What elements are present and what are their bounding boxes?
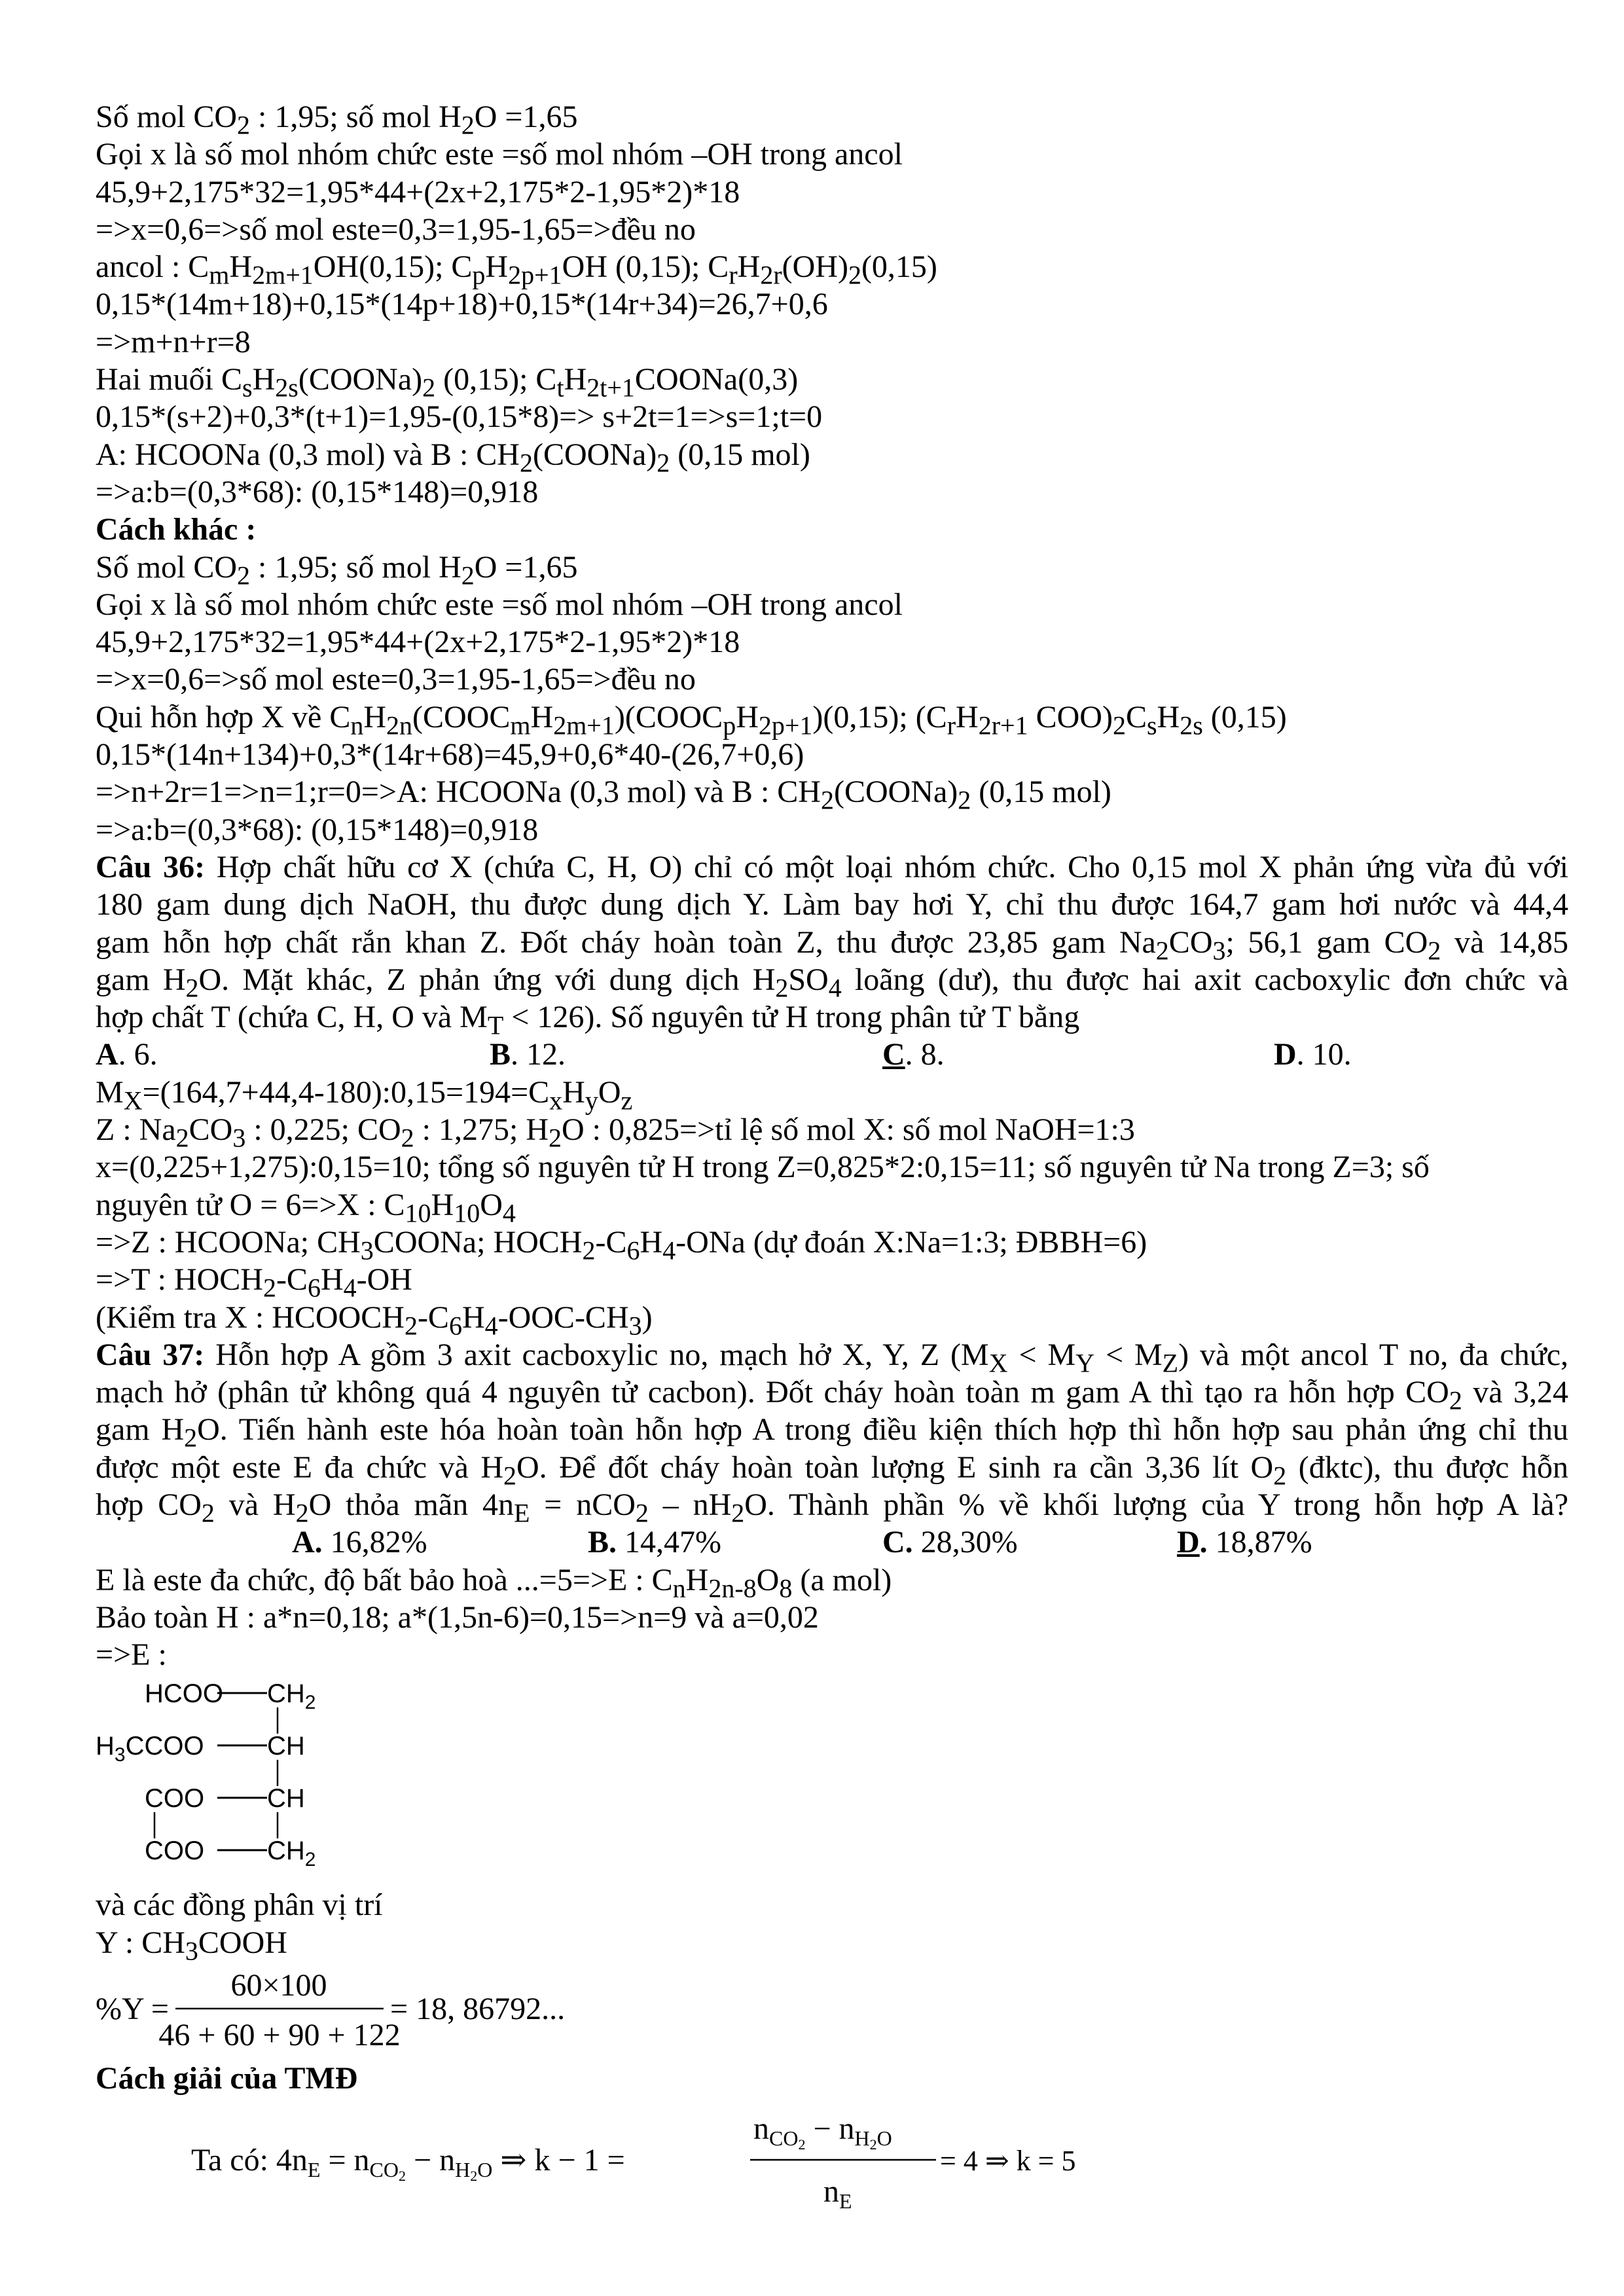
answer-options (96, 1036, 1568, 1073)
text-line: A: HCOONa (0,3 mol) và B : $CH_2(COONa)_2$ (0,15 mol) (96, 437, 810, 478)
tmd-equation (96, 2097, 1568, 2221)
struct-r4-right: $CH_2$ (267, 1836, 316, 1871)
formula-denominator: 46 + 60 + 90 + 122 (158, 2018, 401, 2053)
equation-line: 0,15*(s+2)+0,3*(t+1)=1,95-(0,15*8)=> s+2t=1=>s=1;t=0 (96, 399, 823, 435)
solution-line: và các đồng phân vị trí (96, 1887, 383, 1923)
tmd-lhs: Ta có: $4n_E = n_{CO}2 - n_H2O$ ⇒ k − 1 = (191, 2143, 625, 2185)
struct-r4-left: COO (145, 1836, 205, 1866)
struct-r3-right: CH (267, 1784, 305, 1813)
text-line: Hai muối $C_sH_{2s}(COONa)_2$ (0,15); $C_tH_{2t+1}COONa(0,3)$ (96, 362, 799, 403)
answer-options (96, 1523, 1568, 1561)
equation-line: 0,15*(14m+18)+0,15*(14p+18)+0,15*(14r+34)=26,7+0,6 (96, 287, 828, 322)
option-c[interactable]: C. 28,30% (882, 1525, 1018, 1560)
text-line: =>a:b=(0,3*68): (0,15*148)=0,918 (96, 474, 539, 509)
question-37-text: mạch hở (phân tử không quá 4 nguyên tử cacbon). Đốt cháy hoàn toàn m gam A thì tạo ra hỗn hợp $CO_2$ và 3,24 (96, 1375, 1569, 1415)
struct-r3-left: COO (145, 1784, 205, 1813)
text-line: Gọi x là số mol nhóm chức este =số mol nhóm –OH trong ancol (96, 587, 903, 622)
tmd-equation-svg (96, 2097, 1076, 2221)
question-36-text: gam hỗn hợp chất rắn khan Z. Đốt cháy hoàn toàn Z, thu được 23,85 gam $Na_2CO_3$; 56,1 gam $CO_2$ và 14,85 (96, 924, 1569, 966)
solution-line: x=(0,225+1,275):0,15=10; tổng số nguyên tử H trong Z=0,825*2:0,15=11; số nguyên tử Na trong Z=3; số (96, 1150, 1430, 1185)
option-d[interactable]: D. 18,87% (1177, 1525, 1312, 1560)
equation-line: 45,9+2,175*32=1,95*44+(2x+2,175*2-1,95*2)*18 (96, 625, 740, 660)
text-line: Gọi x là số mol nhóm chức este =số mol nhóm –OH trong ancol (96, 137, 903, 172)
question-36-text: gam $H_2O$. Mặt khác, Z phản ứng với dung dịch $H_2SO_4$ loãng (dư), thu được hai axit cacboxylic đơn chức và (96, 962, 1568, 1003)
question-37-text: hợp $CO_2$ và $H_2O$ thỏa mãn $4n_E = nCO_2 - nH_2O$. Thành phần % về khối lượng của Y trong hỗn hợp A là? (96, 1487, 1569, 1528)
text-line: =>a:b=(0,3*68): (0,15*148)=0,918 (96, 812, 539, 847)
solution-line: nguyên tử O = 6=>X : $C_{10}H_{10}O_4$ (96, 1187, 516, 1228)
solution-line: Y : $CH_3COOH$ (96, 1925, 287, 1966)
struct-r2-right: CH (267, 1732, 305, 1761)
section-heading: Cách khác : (96, 512, 257, 547)
text-line: Qui hỗn hợp X về $C_nH_{2n}(COOC_mH_{2m+1})(COOC_pH_{2p+1})(0,15)$; ($C_rH_{2r+1}$ $COO)_2C_sH_{2s}$ (0,15) (96, 699, 1287, 740)
question-37-text: Câu 37: Hỗn hợp A gồm 3 axit cacboxylic no, mạch hở X, Y, Z $(M_X < M_Y < M_Z)$ và một ancol T no, đa chức, (96, 1337, 1569, 1378)
option-a[interactable]: A. 6. (96, 1037, 158, 1072)
text-line: =>n+2r=1=>n=1;r=0=>A: HCOONa (0,3 mol) và B : $CH_2(COONa)_2$ (0,15 mol) (96, 774, 1111, 815)
question-36-text: hợp chất T (chứa C, H, O và $M_T < 126$). Số nguyên tử H trong phân tử T bằng (96, 1000, 1080, 1040)
text-line: ancol : $C_mH_{2m+1}OH(0,15)$; $C_pH_{2p+1}OH$ (0,15); $C_rH_{2r}(OH)_2(0,15)$ (96, 249, 937, 290)
struct-r2-left: $H_3CCOO$ (96, 1732, 204, 1766)
solution-line: (Kiểm tra X : $HCOOCH_2-C_6H_4-OOC-CH_3$) (96, 1300, 653, 1341)
percent-formula-svg (96, 1961, 619, 2060)
solution-line: Bảo toàn H : a*n=0,18; a*(1,5n-6)=0,15=>n=9 và a=0,02 (96, 1599, 819, 1635)
option-b[interactable]: B. 14,47% (588, 1525, 721, 1560)
question-37-text: gam $H_2O$. Tiến hành este hóa hoàn toàn hỗn hợp A trong điều kiện thích hợp thì hỗn hợp sau phản ứng chỉ thu (96, 1412, 1568, 1453)
option-d[interactable]: D. 10. (1274, 1037, 1352, 1072)
formula-lhs: %Y = (96, 1992, 169, 2027)
tmd-frac-den: $n_E$ (823, 2174, 852, 2214)
ester-structure-diagram (96, 1673, 423, 1886)
solution-line: =>T : $HOCH_2-C_6H_4-OH$ (96, 1262, 412, 1303)
text-line: Số mol $CO_2$ : 1,95; số mol $H_2O =1,65$ (96, 100, 578, 140)
document-page (96, 98, 1568, 2221)
ester-structure (96, 1673, 1568, 1886)
text-line: =>x=0,6=>số mol este=0,3=1,95-1,65=>đều no (96, 211, 696, 247)
section-heading: Cách giải của TMĐ (96, 2061, 358, 2096)
equation-line: 0,15*(14n+134)+0,3*(14r+68)=45,9+0,6*40-(26,7+0,6) (96, 737, 804, 773)
question-37-text: được một este E đa chức và $H_2O$. Để đốt cháy hoàn toàn lượng E sinh ra cần 3,36 lít $O_2$ (đktc), thu được hỗn (96, 1449, 1568, 1491)
solution-line: =>E : (96, 1637, 167, 1673)
formula-rhs: = 18, 86792... (390, 1992, 566, 2027)
option-b[interactable]: B. 12. (490, 1037, 566, 1072)
option-c[interactable]: C. 8. (882, 1037, 945, 1072)
struct-r1-left: HCOO (145, 1679, 223, 1709)
text-line: Số mol $CO_2$ : 1,95; số mol $H_2O =1,65$ (96, 549, 578, 591)
struct-r1-right: $CH_2$ (267, 1679, 316, 1714)
solution-line: E là este đa chức, độ bất bảo hoà ...=5=>E : $C_nH_{2n-8}O_8$ (a mol) (96, 1562, 892, 1603)
text-line: =>m+n+r=8 (96, 324, 251, 359)
equation-line: 45,9+2,175*32=1,95*44+(2x+2,175*2-1,95*2)*18 (96, 174, 740, 210)
option-a[interactable]: A. 16,82% (292, 1525, 427, 1560)
solution-line: Z : $Na_2CO_3$ : 0,225; $CO_2$ : 1,275; $H_2O$ : 0,825=>tỉ lệ số mol X: số mol NaOH=1:3 (96, 1112, 1135, 1153)
solution-line: =>Z : HCOONa; $CH_3COONa$; $HOCH_2-C_6H_4$-ONa (dự đoán X:Na=1:3; ĐBBH=6) (96, 1224, 1147, 1266)
percent-formula (96, 1961, 1568, 2060)
question-36-text: 180 gam dung dịch NaOH, thu được dung dịch Y. Làm bay hơi Y, chỉ thu được 164,7 gam hơi nước và 44,4 (96, 887, 1568, 922)
text-line: =>x=0,6=>số mol este=0,3=1,95-1,65=>đều no (96, 662, 696, 697)
solution-line: $M_X=(164,7+44,4-180):0,15=194=C_xH_yO_z$ (96, 1074, 633, 1116)
formula-numerator: 60×100 (230, 1968, 327, 2003)
question-36-text: Câu 36: Hợp chất hữu cơ X (chứa C, H, O) chỉ có một loại nhóm chức. Cho 0,15 mol X phản ứng vừa đủ với (96, 849, 1569, 884)
tmd-frac-num: $n_{CO}2 - n_H2O$ (753, 2111, 892, 2153)
tmd-rhs: = 4 ⇒ k = 5 (940, 2145, 1076, 2178)
